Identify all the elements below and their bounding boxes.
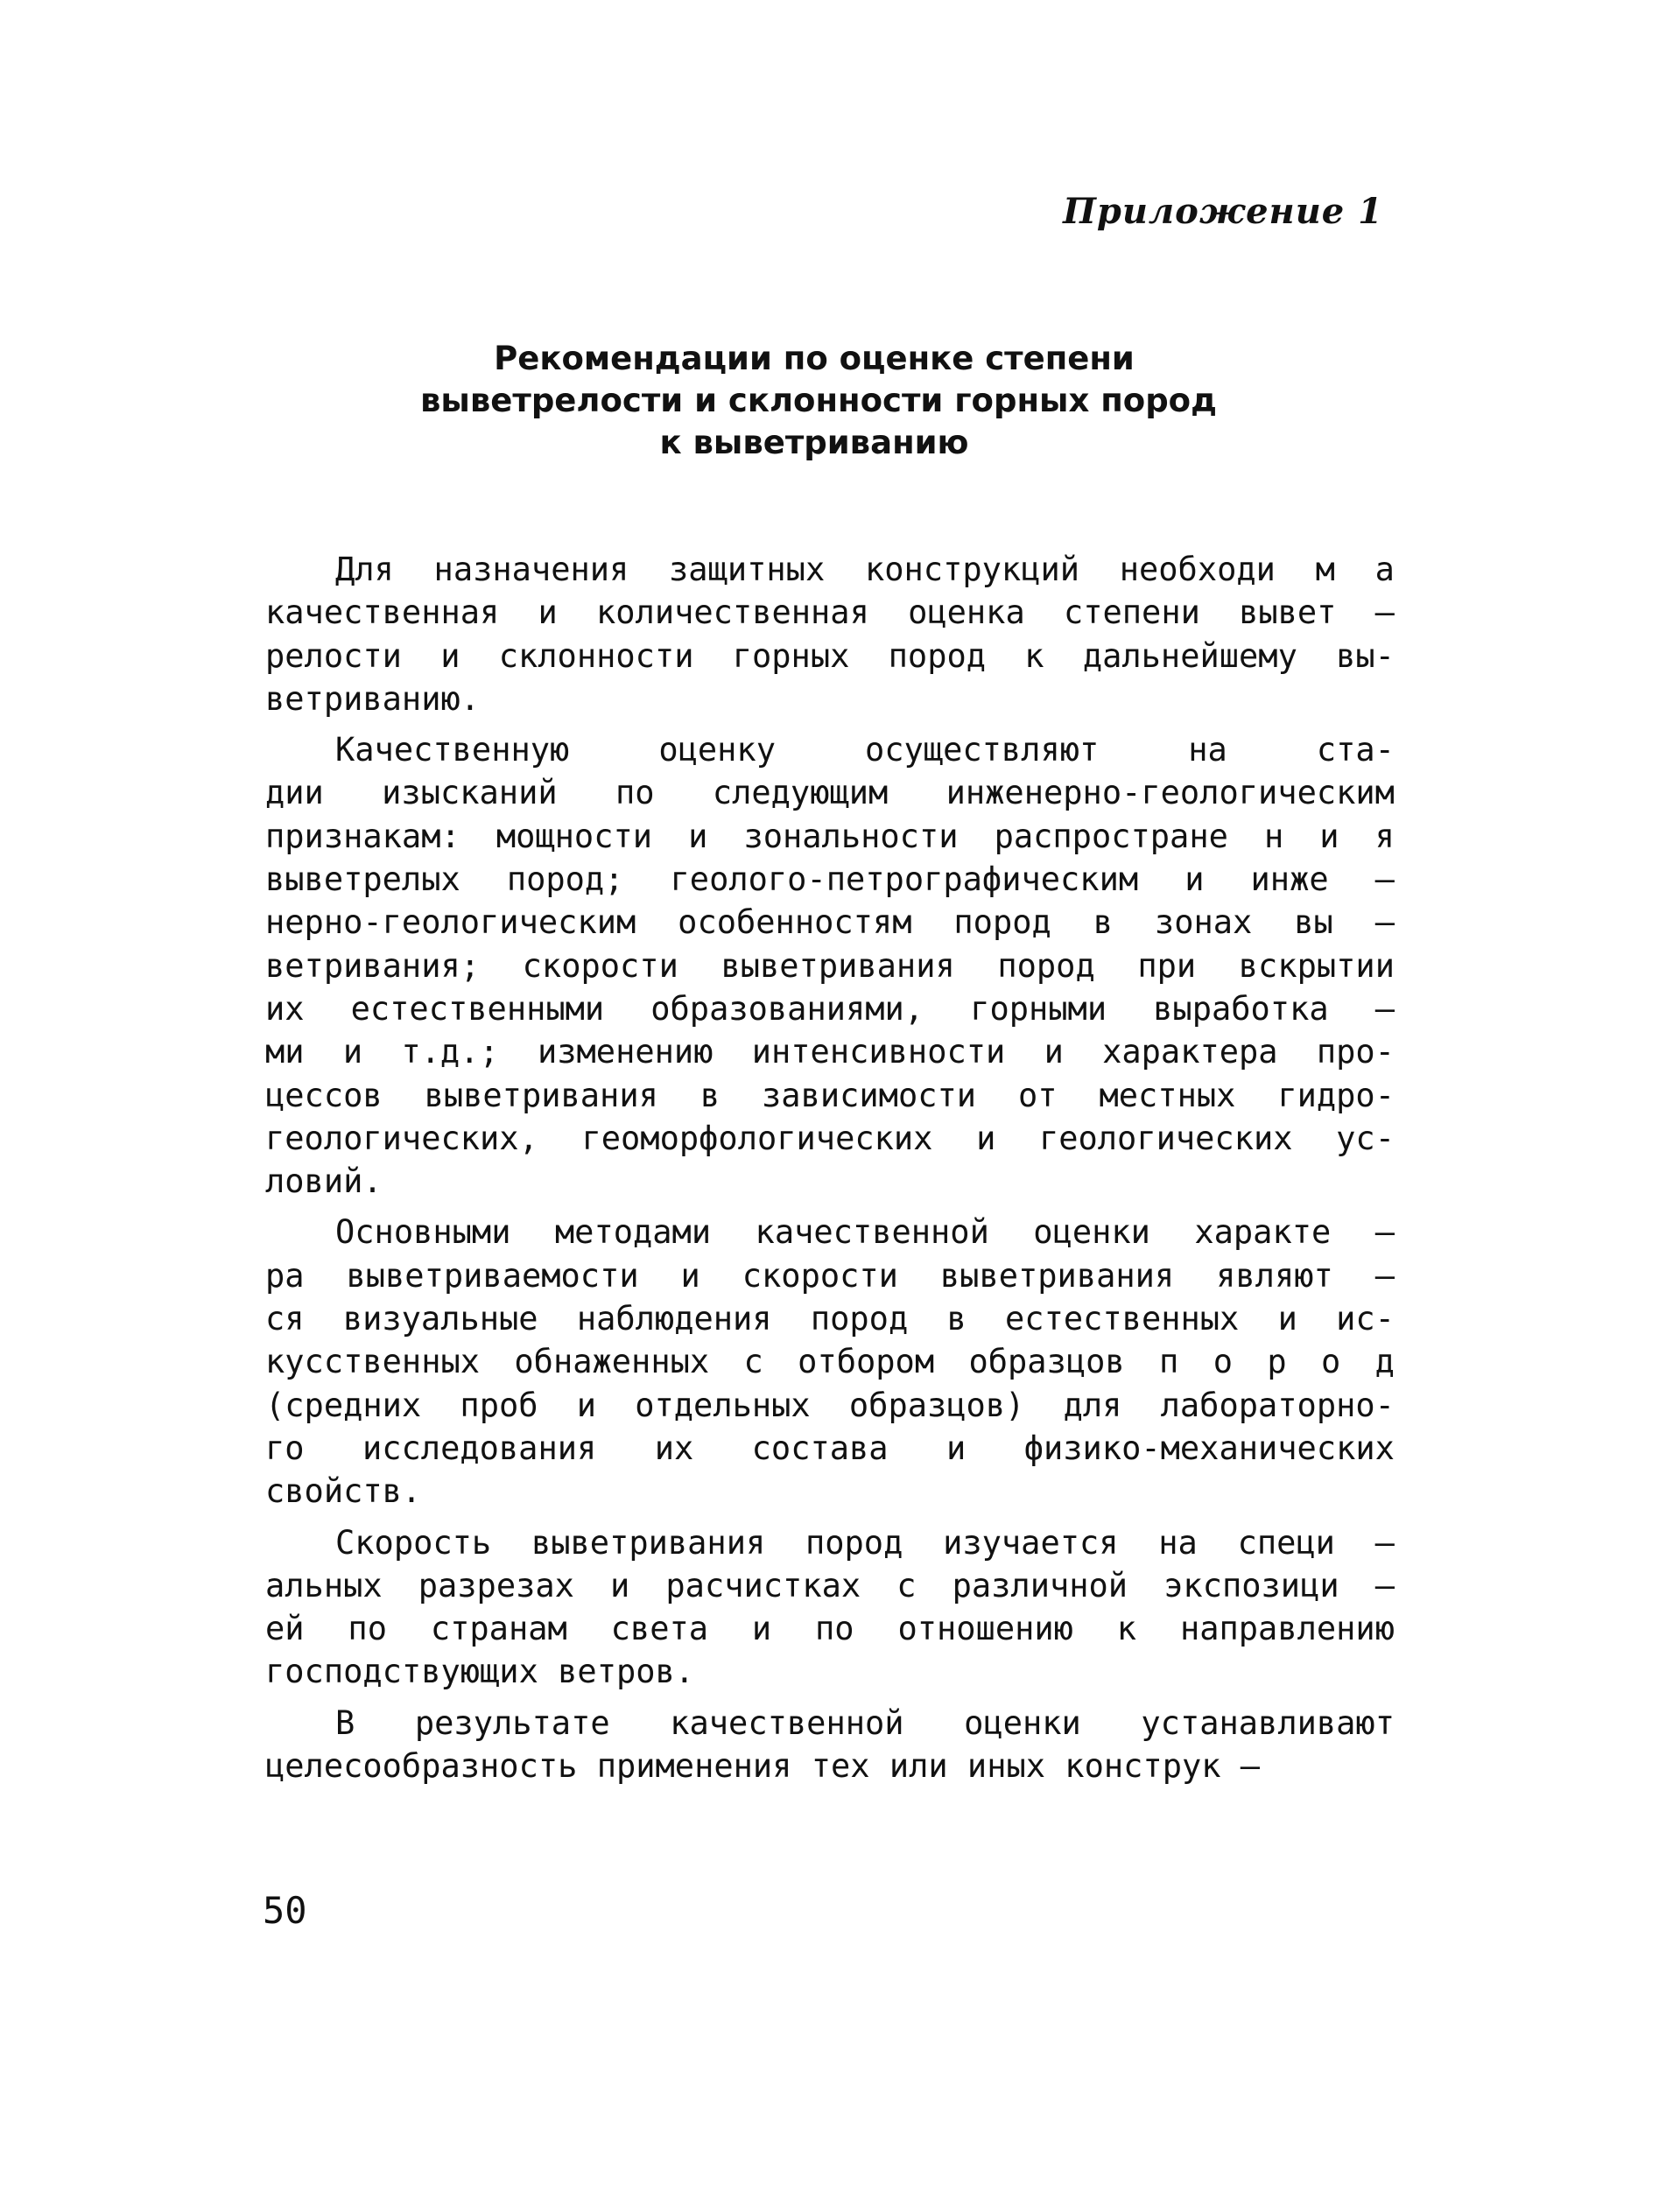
word: являют <box>1216 1256 1333 1295</box>
word: состава <box>751 1429 889 1467</box>
word: отдельных <box>635 1386 811 1424</box>
word: на <box>1188 731 1227 769</box>
word: я <box>1374 817 1395 855</box>
word: отношению <box>897 1610 1073 1648</box>
word: инженерно-геологическим <box>945 774 1395 812</box>
word: дии <box>265 774 324 812</box>
text-line <box>265 1702 1395 1745</box>
text-line <box>265 901 1395 944</box>
paragraph <box>265 1521 1395 1694</box>
paragraph <box>265 548 1395 720</box>
word: – <box>1374 1256 1395 1295</box>
word: методами <box>554 1213 712 1252</box>
word: оценку <box>658 731 776 769</box>
word: признакам: <box>265 817 460 855</box>
word: вывет <box>1239 593 1337 632</box>
word: выветриваемости <box>346 1256 639 1295</box>
word: защитных <box>669 551 826 588</box>
section-title <box>420 338 1217 464</box>
word: склонности <box>498 636 694 675</box>
word: характера <box>1102 1033 1278 1071</box>
word: лабораторно- <box>1160 1386 1395 1424</box>
word: – <box>1374 1566 1395 1605</box>
title-line: к выветриванию <box>659 424 969 461</box>
word: и <box>342 1033 363 1071</box>
word: и <box>1277 1300 1297 1338</box>
word: в <box>699 1076 721 1114</box>
appendix-label: Приложение 1 <box>1063 191 1383 232</box>
text-line <box>265 1564 1395 1607</box>
word: вы- <box>1336 636 1395 675</box>
word: выработка <box>1153 989 1329 1028</box>
word: с <box>743 1343 763 1381</box>
word: н <box>1263 817 1284 855</box>
word: пород <box>805 1523 903 1562</box>
word: и <box>688 817 708 855</box>
word: с <box>896 1566 917 1605</box>
word: по <box>815 1610 854 1648</box>
word: естественными <box>350 989 605 1028</box>
word: степени <box>1063 593 1200 632</box>
word: про- <box>1316 1033 1395 1071</box>
word: расчистках <box>665 1566 861 1605</box>
word: их <box>265 989 305 1028</box>
word: д <box>1374 1343 1395 1381</box>
word: вскрытии <box>1238 946 1395 985</box>
word: и <box>440 636 460 675</box>
word: геологических, <box>265 1119 538 1157</box>
word: дальнейшему <box>1082 636 1297 675</box>
text-line <box>265 771 1395 814</box>
word: физико-механических <box>1023 1429 1395 1467</box>
text-line <box>265 1254 1395 1297</box>
word: образцов <box>968 1343 1125 1381</box>
word: изменению <box>537 1033 713 1071</box>
paragraph <box>265 1211 1395 1513</box>
word: интенсивности <box>751 1033 1006 1071</box>
word: ветривания; <box>265 946 481 985</box>
word: образцов) <box>848 1386 1025 1424</box>
word: горных <box>732 636 850 675</box>
word: геоморфологических <box>581 1119 933 1157</box>
word: и <box>976 1119 996 1157</box>
word: к <box>1116 1610 1137 1648</box>
word: т.д.; <box>401 1033 499 1071</box>
word: выветривания <box>531 1523 766 1562</box>
word: зонах <box>1154 903 1253 942</box>
word: ис- <box>1336 1300 1395 1338</box>
word: альных <box>265 1566 383 1605</box>
word: инже <box>1250 860 1329 899</box>
word: оценки <box>1033 1213 1150 1252</box>
text-line <box>265 548 1395 591</box>
word: и <box>751 1610 772 1648</box>
word: различной <box>952 1566 1128 1605</box>
body-text <box>265 548 1395 1795</box>
word: странам <box>430 1610 567 1648</box>
word: пород <box>888 636 987 675</box>
word: качественной <box>670 1703 904 1742</box>
word: при <box>1137 946 1197 985</box>
word: изысканий <box>382 774 558 812</box>
word: Скорость <box>335 1523 492 1562</box>
word: и <box>680 1256 700 1295</box>
word: пород <box>997 946 1095 985</box>
word: Качественную <box>335 731 570 769</box>
text-line: господствующих ветров. <box>265 1653 695 1691</box>
word: характе <box>1194 1213 1332 1252</box>
word: специ <box>1237 1523 1335 1562</box>
word: проб <box>460 1386 538 1424</box>
word: по <box>615 774 655 812</box>
word: пород <box>953 903 1051 942</box>
word: мощности <box>496 817 653 855</box>
word: по <box>348 1610 387 1648</box>
word: отбором <box>798 1343 935 1381</box>
word: необходи <box>1119 551 1276 588</box>
word: Для <box>335 551 394 588</box>
word: зональности <box>743 817 959 855</box>
text-line <box>265 591 1395 634</box>
word: от <box>1017 1076 1058 1114</box>
word: выветривания <box>939 1256 1175 1295</box>
word: скорости <box>522 946 678 985</box>
word: и <box>576 1386 597 1424</box>
word: особенностям <box>678 903 912 942</box>
title-line: выветрелости и склонности горных пород <box>420 382 1217 419</box>
paragraph <box>265 1702 1395 1788</box>
word: оценка <box>908 593 1025 632</box>
word: ра <box>265 1256 305 1295</box>
word: – <box>1374 1523 1395 1562</box>
word: конструкций <box>864 551 1080 588</box>
text-line <box>265 1384 1395 1427</box>
word: выветривания <box>721 946 955 985</box>
word: скорости <box>742 1256 898 1295</box>
word: к <box>1024 636 1044 675</box>
word: и <box>538 593 558 632</box>
word: изучается <box>943 1523 1119 1562</box>
text-line <box>265 1030 1395 1073</box>
page-number: 50 <box>263 1889 307 1932</box>
text-line <box>265 1340 1395 1383</box>
word: и <box>1184 860 1205 899</box>
text-line <box>265 728 1395 771</box>
word: кусственных <box>265 1343 481 1381</box>
word: результате <box>414 1703 610 1742</box>
word: устанавливают <box>1141 1703 1395 1742</box>
word: гидро- <box>1277 1076 1395 1114</box>
word: горными <box>970 989 1107 1028</box>
word: света <box>610 1610 709 1648</box>
word: и <box>610 1566 630 1605</box>
text-line: ловий. <box>265 1162 383 1201</box>
paragraph <box>265 728 1395 1203</box>
word: их <box>654 1429 694 1467</box>
word: зависимости <box>762 1076 977 1114</box>
word: пород; <box>506 860 624 899</box>
text-line <box>265 815 1395 858</box>
word: геолого-петрографическим <box>670 860 1139 899</box>
word: вы <box>1294 903 1333 942</box>
word: – <box>1374 903 1395 942</box>
text-line <box>265 1211 1395 1253</box>
word: п <box>1159 1343 1179 1381</box>
word: а <box>1374 551 1395 588</box>
word: – <box>1374 989 1395 1028</box>
word: экспозици <box>1163 1566 1339 1605</box>
word: о <box>1320 1343 1341 1381</box>
text-line <box>265 1521 1395 1564</box>
text-line <box>265 1117 1395 1160</box>
text-line <box>265 1074 1395 1117</box>
text-line <box>265 1297 1395 1340</box>
word: обнаженных <box>514 1343 710 1381</box>
word: р <box>1267 1343 1287 1381</box>
word: в <box>946 1300 967 1338</box>
text-line <box>265 1607 1395 1650</box>
word: количественная <box>596 593 869 632</box>
word: пород <box>810 1300 909 1338</box>
text-line <box>265 1427 1395 1470</box>
word: выветрелых <box>265 860 460 899</box>
word: В <box>335 1703 355 1742</box>
word: распростране <box>994 817 1228 855</box>
word: ей <box>265 1610 305 1648</box>
word: Основными <box>335 1213 511 1252</box>
text-line <box>265 944 1395 987</box>
text-line: ветриванию. <box>265 679 481 718</box>
word: ми <box>265 1033 305 1071</box>
word: качественной <box>755 1213 989 1252</box>
word: оценки <box>964 1703 1081 1742</box>
word: образованиями, <box>650 989 924 1028</box>
word: ста- <box>1316 731 1395 769</box>
word: направлению <box>1179 1610 1395 1648</box>
word: на <box>1158 1523 1198 1562</box>
word: ус- <box>1336 1119 1395 1157</box>
word: о <box>1213 1343 1233 1381</box>
word: естественных <box>1005 1300 1240 1338</box>
word: нерно-геологическим <box>265 903 636 942</box>
text-line: целесообразность применения тех или иных конструк – <box>265 1747 1261 1786</box>
word: следующим <box>712 774 889 812</box>
word: в <box>1093 903 1113 942</box>
word: качественная <box>265 593 500 632</box>
word: го <box>265 1429 305 1467</box>
word: и <box>946 1429 967 1467</box>
text-line <box>265 987 1395 1030</box>
word: – <box>1374 1213 1395 1252</box>
word: осуществляют <box>864 731 1100 769</box>
word: ся <box>265 1300 305 1338</box>
word: м <box>1315 551 1335 588</box>
word: наблюдения <box>576 1300 772 1338</box>
word: для <box>1063 1386 1122 1424</box>
word: и <box>1319 817 1339 855</box>
word: визуальные <box>342 1300 538 1338</box>
text-line <box>265 635 1395 678</box>
word: – <box>1374 860 1395 899</box>
word: выветривания <box>424 1076 658 1114</box>
word: исследования <box>362 1429 597 1467</box>
title-line: Рекомендации по оценке степени <box>494 340 1135 377</box>
text-line <box>265 858 1395 901</box>
word: назначения <box>433 551 629 588</box>
word: геологических <box>1038 1119 1293 1157</box>
word: – <box>1374 593 1395 632</box>
word: местных <box>1099 1076 1236 1114</box>
word: и <box>1044 1033 1064 1071</box>
word: релости <box>265 636 402 675</box>
word: (средних <box>265 1386 422 1424</box>
word: цессов <box>265 1076 383 1114</box>
text-line: свойств. <box>265 1472 422 1511</box>
word: разрезах <box>418 1566 574 1605</box>
